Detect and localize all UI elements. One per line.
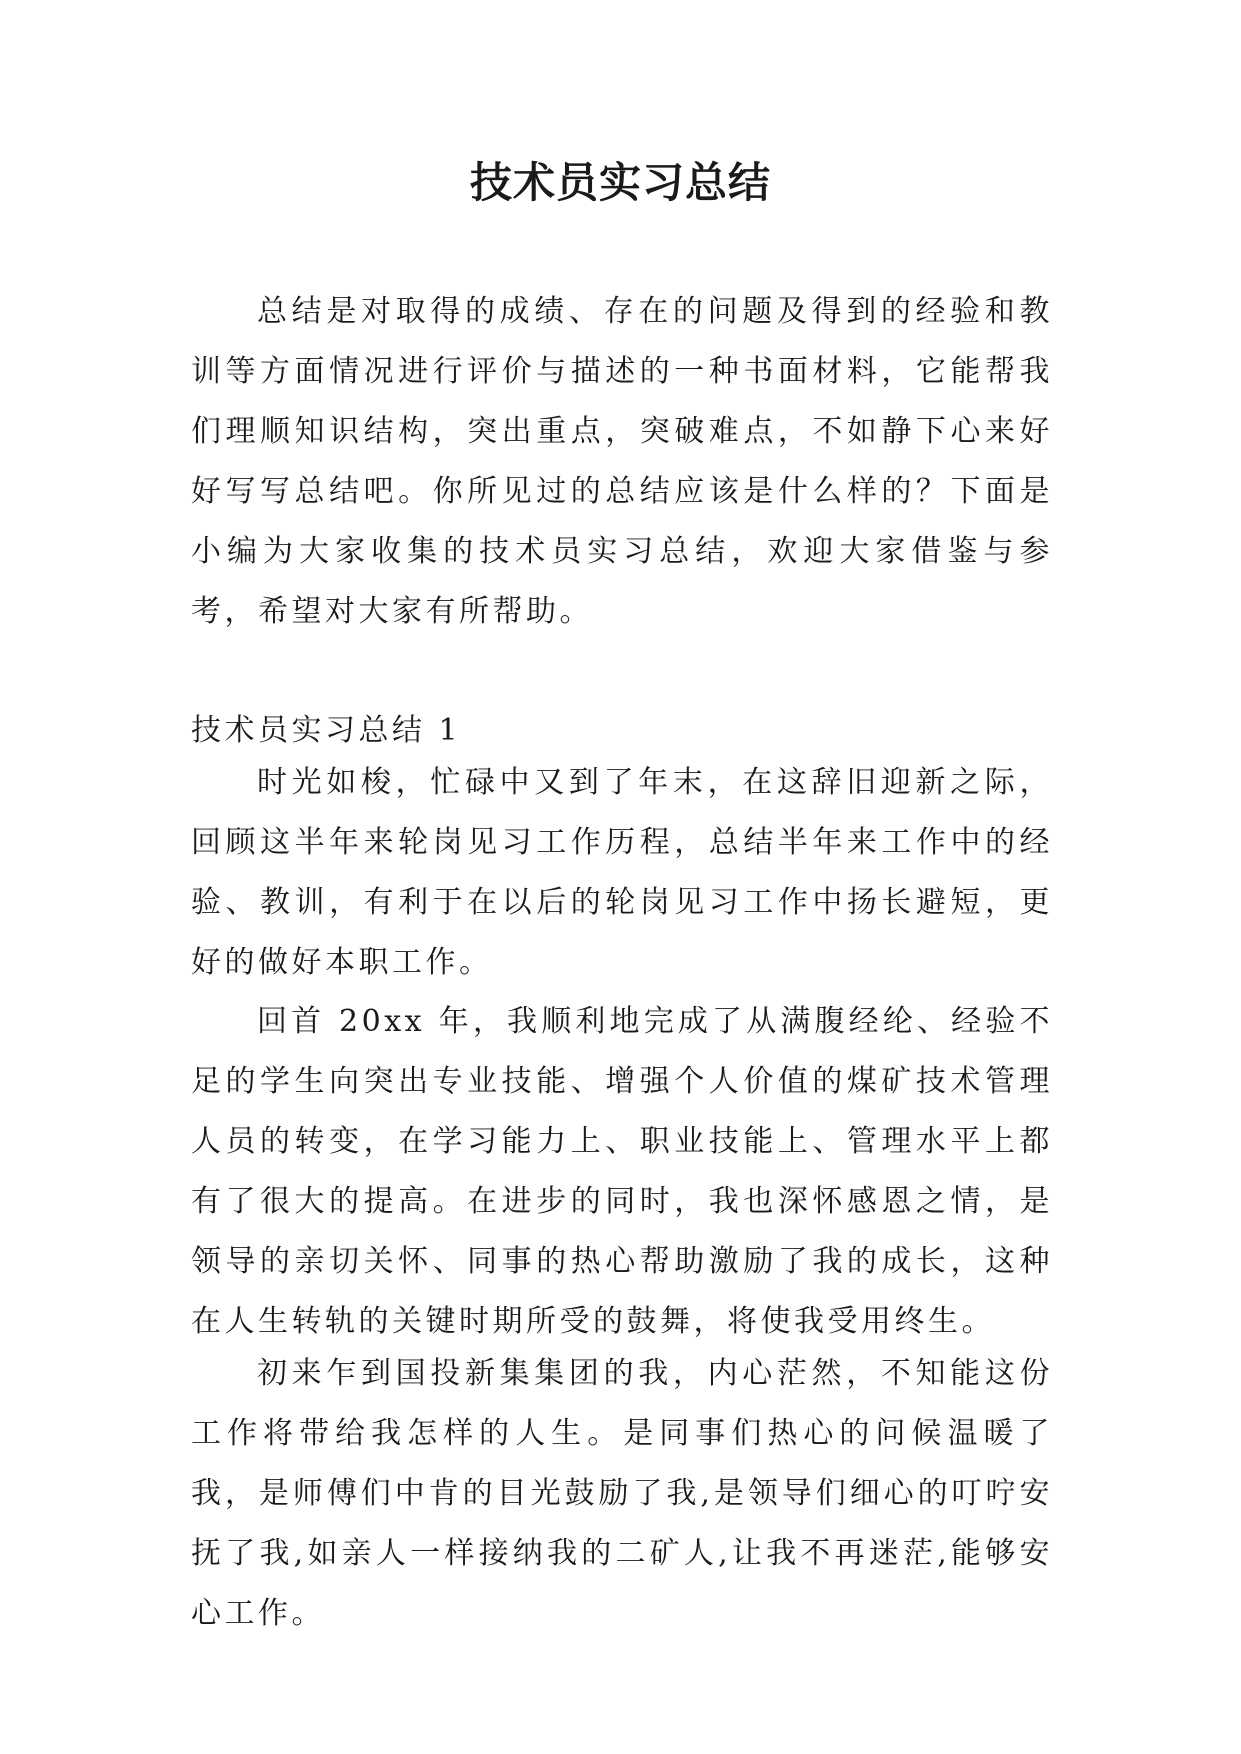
body-paragraph-2: 回首 20xx 年，我顺利地完成了从满腹经纶、经验不足的学生向突出专业技能、增强个人价值的煤矿技术管理人员的转变，在学习能力上、职业技能上、管理水平上都有了很大的提高。在进步的同时，我也深怀感恩之情，是领导的亲切关怀、同事的热心帮助激励了我的成长，这种在人生转轨的关键时期所受的鼓舞，将使我受用终生。 xyxy=(191,1004,1053,1339)
body-paragraph-3: 初来乍到国投新集集团的我，内心茫然，不知能这份工作将带给我怎样的人生。是同事们热心的问候温暖了我，是师傅们中肯的目光鼓励了我,是领导们细心的叮咛安抚了我,如亲人一样接纳我的二矿人,让我不再迷茫,能够安心工作。 xyxy=(191,1356,1053,1631)
section-heading: 技术员实习总结 1 xyxy=(191,713,462,748)
document-title: 技术员实习总结 xyxy=(469,158,771,207)
body-paragraph-1: 时光如梭，忙碌中又到了年末，在这辞旧迎新之际，回顾这半年来轮岗见习工作历程，总结半年来工作中的经验、教训，有利于在以后的轮岗见习工作中扬长避短，更好的做好本职工作。 xyxy=(191,765,1053,980)
intro-paragraph: 总结是对取得的成绩、存在的问题及得到的经验和教训等方面情况进行评价与描述的一种书面材料，它能帮我们理顺知识结构，突出重点，突破难点，不如静下心来好好写写总结吧。你所见过的总结应该是什么样的？下面是小编为大家收集的技术员实习总结，欢迎大家借鉴与参考，希望对大家有所帮助。 xyxy=(191,294,1053,629)
